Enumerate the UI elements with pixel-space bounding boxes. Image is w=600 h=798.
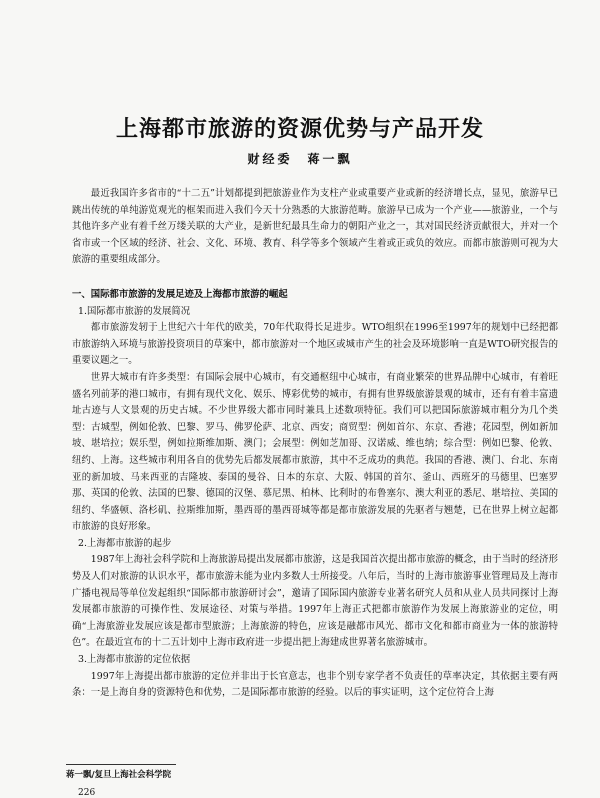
footnote-divider xyxy=(66,764,176,765)
paper-title: 上海都市旅游的资源优势与产品开发 xyxy=(115,116,484,142)
paragraph: 都市旅游发轫于上世纪六十年代的欧美，70年代取得长足进步。WTO组织在1996至1997年的规划中已经把都市旅游纳入环境与旅游投资项目的草案中，都市旅游对一个地区或城市产生的社会及环境影响一直是WTO研究报告的重要议题之一。 xyxy=(72,322,558,367)
paragraph: 世界大城市有许多类型：有国际会展中心城市，有交通枢纽中心城市，有商业繁荣的世界品牌中心城市，有着旺盛名列前茅的港口城市，有拥有现代文化、娱乐、博彩优势的城市，有拥有世界级旅游景观的城市，还有有着丰富遗址古迹与人文景观的历史古城。不少世界级大都市同时兼具上述数项特征。我们可以把国际旅游城市粗分为几个类型：古城型，例如伦敦、巴黎、罗马、佛罗伦萨、北京、西安；商贸型：例如首尔、东京、香港；花园型，例如新加坡、堪培拉；娱乐型，例如拉斯维加斯、澳门；会展型：例如芝加哥、汉诺威、维也纳；综合型：例如巴黎、伦敦、纽约、上海。这些城市利用各自的优势先后都发展都市旅游，其中不乏成功的典范。我国的香港、澳门、台北、东南亚的新加坡、马来西亚的吉隆坡、泰国的曼谷、日本的东京、大阪、韩国的首尔、釜山、西班牙的马德里、巴塞罗那、英国的伦敦、法国的巴黎、德国的汉堡、慕尼黑、柏林、比利时的布鲁塞尔、澳大利亚的悉尼、堪培拉、美国的纽约、华盛顿、洛杉矶、拉斯维加斯，墨西哥的墨西哥城等都是都市旅游发展的先驱者与翘楚，已在世界上树立起都市旅游的良好形象。 xyxy=(72,371,558,533)
abstract-paragraph: 最近我国许多省市的“十二五”计划都提到把旅游业作为支柱产业或重要产业或新的经济增长点，显见，旅游早已跳出传统的单纯游览观光的框架而进入我们今天十分熟悉的大旅游范畴。旅游早已成为一个产业——旅游业，一个与其他许多产业有着千丝万缕关联的大产业，是新世纪最具生命力的朝阳产业之一，其对国民经济贡献很大，并对一个省市或一个区域的经济、社会、文化、环境、教育、科学等多个领域产生着或正或负的效应。而都市旅游则可视为大旅游的重要组成部分。 xyxy=(72,188,558,266)
paragraph: 1987年上海社会科学院和上海旅游局提出发展都市旅游，这是我国首次提出都市旅游的概念，由于当时的经济形势及人们对旅游的认识水平，都市旅游未能为业内多数人士所接受。八年后，当时的上海市旅游事业管理局及上海市广播电视局等单位发起组织“国际都市旅游研讨会”，邀请了国际国内旅游专业著名研究人员和从业人员共同探讨上海发展都市旅游的可操作性、发展途径、对策与举措。1997年上海正式把都市旅游作为发展上海旅游业的定位，明确“上海旅游业发展应该是都市型旅游；上海旅游的特色，应该是融都市风光、都市文化和都市商业为一体的旅游特色”。在最近宣布的十二五计划中上海市政府进一步提出把上海建成世界著名旅游城市。 xyxy=(72,554,558,649)
author-footnote: 蒋一飘/复旦上海社会科学院 xyxy=(66,770,172,780)
section-heading-1: 一、国际都市旅游的发展足迹及上海都市旅游的崛起 xyxy=(72,288,288,300)
subsection-heading-2: 2.上海都市旅游的起步 xyxy=(78,537,172,549)
paragraph: 1997年上海提出都市旅游的定位并非出于长官意志，也非个别专家学者不负责任的草率决定，其依据主要有两条：一是上海自身的资源特色和优势，二是国际都市旅游的经验。以后的事实证明，这个定位符合上海 xyxy=(72,670,558,699)
author-line: 财经委 蒋一飘 xyxy=(247,152,353,166)
subsection-heading-1: 1.国际都市旅游的发展简况 xyxy=(78,305,191,317)
subsection-heading-3: 3.上海都市旅游的定位依据 xyxy=(78,654,191,666)
article-body xyxy=(72,186,558,702)
page-number: 226 xyxy=(78,788,96,798)
